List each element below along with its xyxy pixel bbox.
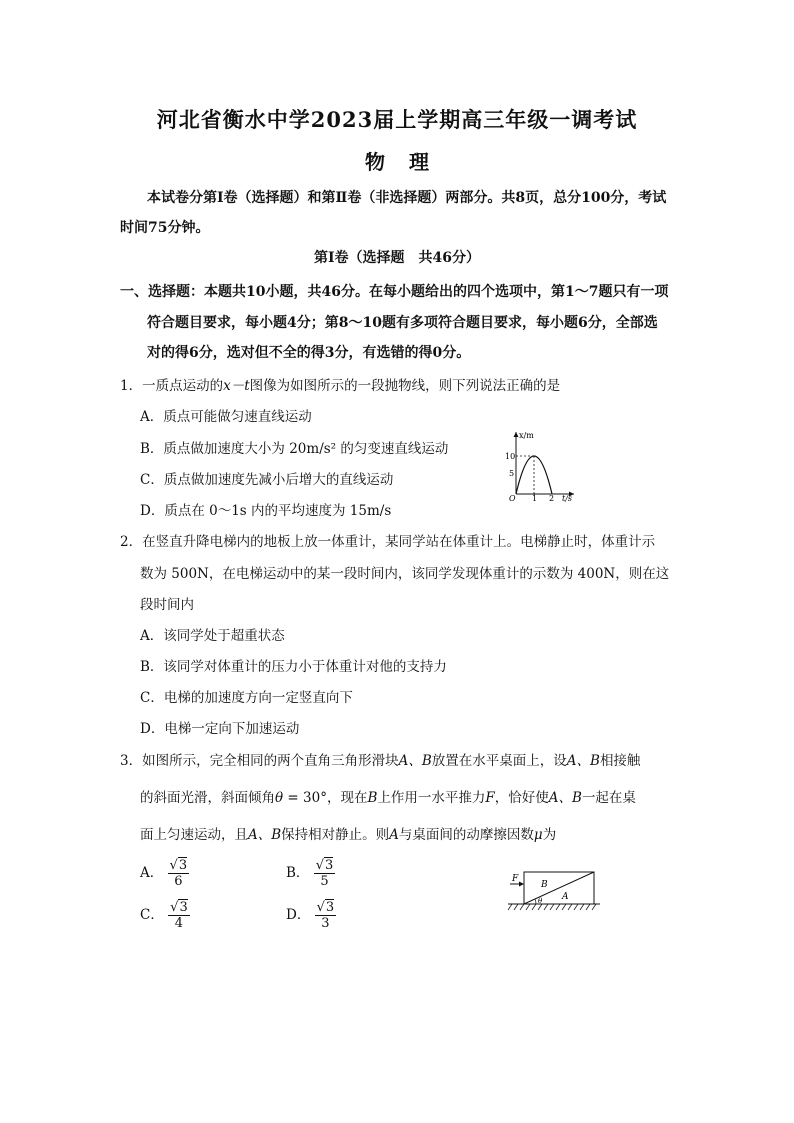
intro-line-2: 时间75分钟。	[120, 220, 210, 236]
q3-var-ab: A、B	[398, 753, 432, 769]
q1-option-c: C．质点做加速度先减小后增大的直线运动	[140, 472, 394, 488]
q2-option-d: D．电梯一定向下加速运动	[140, 721, 300, 737]
q1-option-d: D．质点在 0～1s 内的平均速度为 15m/s	[140, 503, 392, 519]
q3-option-b-label: B．	[286, 865, 310, 881]
q3-option-c-denominator: 4	[174, 916, 184, 931]
q3-text: 相接触	[599, 753, 641, 769]
section-instruction-1: 一、选择题：本题共10小题，共46分。在每小题给出的四个选项中，第1～7题只有一项	[120, 284, 669, 300]
q3-force-label: F	[512, 874, 519, 884]
q3-option-b-fraction: $\frac{√3}{5}$	[315, 858, 334, 889]
q3-text: 与桌面间的动摩擦因数	[398, 827, 534, 843]
section-heading: 第Ⅰ卷（选择题 共46分）	[313, 250, 481, 266]
q3-text: = 30°，现在	[283, 790, 368, 806]
q1-tick-5: 5	[509, 469, 515, 478]
q3-option-c-label: C．	[140, 907, 164, 923]
q1-x-axis-arrow	[514, 432, 519, 437]
q3-option-b-numerator: 3	[325, 858, 334, 873]
q3-option-d-numerator: 3	[325, 900, 335, 915]
subject-char-1: 物	[365, 150, 385, 174]
q3-option-a-fraction: $\frac{√3}{6}$	[169, 858, 188, 889]
q3-force-arrowhead	[519, 882, 524, 887]
q3-var-ab: A、B	[248, 827, 282, 843]
q1-origin: O	[509, 494, 516, 502]
q3-option-d-denominator: 3	[321, 916, 330, 931]
q1-stem-post: 图像为如图所示的一段抛物线，则下列说法正确的是	[249, 378, 561, 394]
subject-title	[0, 146, 794, 175]
q1-x-label: t/s	[562, 494, 573, 502]
q3-var-b: B	[367, 790, 378, 806]
q3-var-mu: μ	[533, 827, 543, 843]
q3-block-b-label: B	[541, 880, 548, 890]
q2-stem-line-1: 2．在竖直升降电梯内的地板上放一体重计，某同学站在体重计上。电梯静止时，体重计示	[120, 534, 656, 550]
q3-angle-label: θ	[538, 897, 543, 905]
q3-stem-line-3	[140, 823, 556, 843]
q3-text: 上作用一水平推力	[377, 790, 486, 806]
intro-line-1: 本试卷分第Ⅰ卷（选择题）和第Ⅱ卷（非选择题）两部分。共8页，总分100分，考试	[147, 190, 667, 206]
q3-option-a-label: A．	[140, 865, 164, 881]
q3-angle-arc	[535, 899, 536, 904]
section-instruction-3: 对的得6分，选对但不全的得3分，有选错的得0分。	[147, 345, 471, 361]
q3-var-ab: A、B	[548, 790, 582, 806]
q3-text: 放置在水平桌面上，设	[431, 753, 567, 769]
q1-stem	[120, 374, 560, 394]
q3-option-b	[286, 858, 335, 889]
q1-xt-graph	[500, 428, 580, 502]
q1-y-label: x/m	[519, 431, 534, 440]
q3-stem-line-2	[140, 786, 636, 806]
q3-option-a-numerator: 3	[178, 858, 188, 873]
q3-option-c	[140, 900, 190, 931]
exam-title: 河北省衡水中学2023届上学期高三年级一调考试	[156, 107, 638, 132]
q3-option-d	[286, 900, 336, 931]
q3-text: 为	[542, 827, 557, 843]
q3-text: 面上匀速运动，且	[140, 827, 248, 843]
q3-var-a: A	[389, 827, 399, 843]
q2-option-a: A．该同学处于超重状态	[140, 628, 285, 644]
q2-stem-line-3: 段时间内	[140, 597, 194, 613]
q3-stem-line-1	[120, 749, 640, 769]
q3-text: 一起在桌	[581, 790, 636, 806]
q3-option-a-denominator: 6	[174, 874, 183, 889]
q3-wedge-figure	[506, 864, 602, 914]
q2-stem-line-2: 数为 500N，在电梯运动中的某一段时间内，该同学发现体重计的示数为 400N，则在这	[140, 566, 670, 582]
section-instruction-2: 符合题目要求，每小题4分；第8～10题有多项符合题目要求，每小题6分，全部选	[147, 315, 658, 331]
q3-var-ab: A、B	[566, 753, 600, 769]
q3-block-a-label: A	[562, 892, 569, 902]
q3-text: 3．如图所示，完全相同的两个直角三角形滑块	[120, 753, 399, 769]
q3-text: ，恰好使	[494, 790, 549, 806]
q3-option-d-label: D．	[286, 907, 311, 923]
subject-char-2: 理	[409, 150, 429, 174]
q3-text: 的斜面光滑，斜面倾角	[140, 790, 275, 806]
q1-var: x－t	[223, 378, 250, 394]
q3-option-c-fraction: $\frac{√3}{4}$	[170, 900, 188, 931]
q1-tick-1: 1	[532, 494, 538, 502]
q3-option-b-denominator: 5	[320, 874, 329, 889]
q3-var-f: F	[485, 790, 495, 806]
q3-option-c-numerator: 3	[179, 900, 188, 915]
q1-tick-2: 2	[549, 494, 555, 502]
q3-incline-line	[524, 872, 594, 904]
q2-option-b: B．该同学对体重计的压力小于体重计对他的支持力	[140, 659, 447, 675]
q3-option-a	[140, 858, 189, 889]
q3-text: 保持相对静止。则	[281, 827, 390, 843]
q1-option-b: B．质点做加速度大小为 20m/s² 的匀变速直线运动	[140, 441, 449, 457]
q1-option-a: A．质点可能做匀速直线运动	[140, 409, 312, 425]
q1-tick-10: 10	[505, 452, 516, 461]
q3-var-theta: θ	[275, 790, 284, 806]
q1-stem-pre: 1．一质点运动的	[120, 378, 224, 394]
q2-option-c: C．电梯的加速度方向一定竖直向下	[140, 690, 353, 706]
q3-table-hatching	[508, 904, 596, 910]
q3-option-d-fraction: $\frac{√3}{3}$	[316, 900, 335, 931]
